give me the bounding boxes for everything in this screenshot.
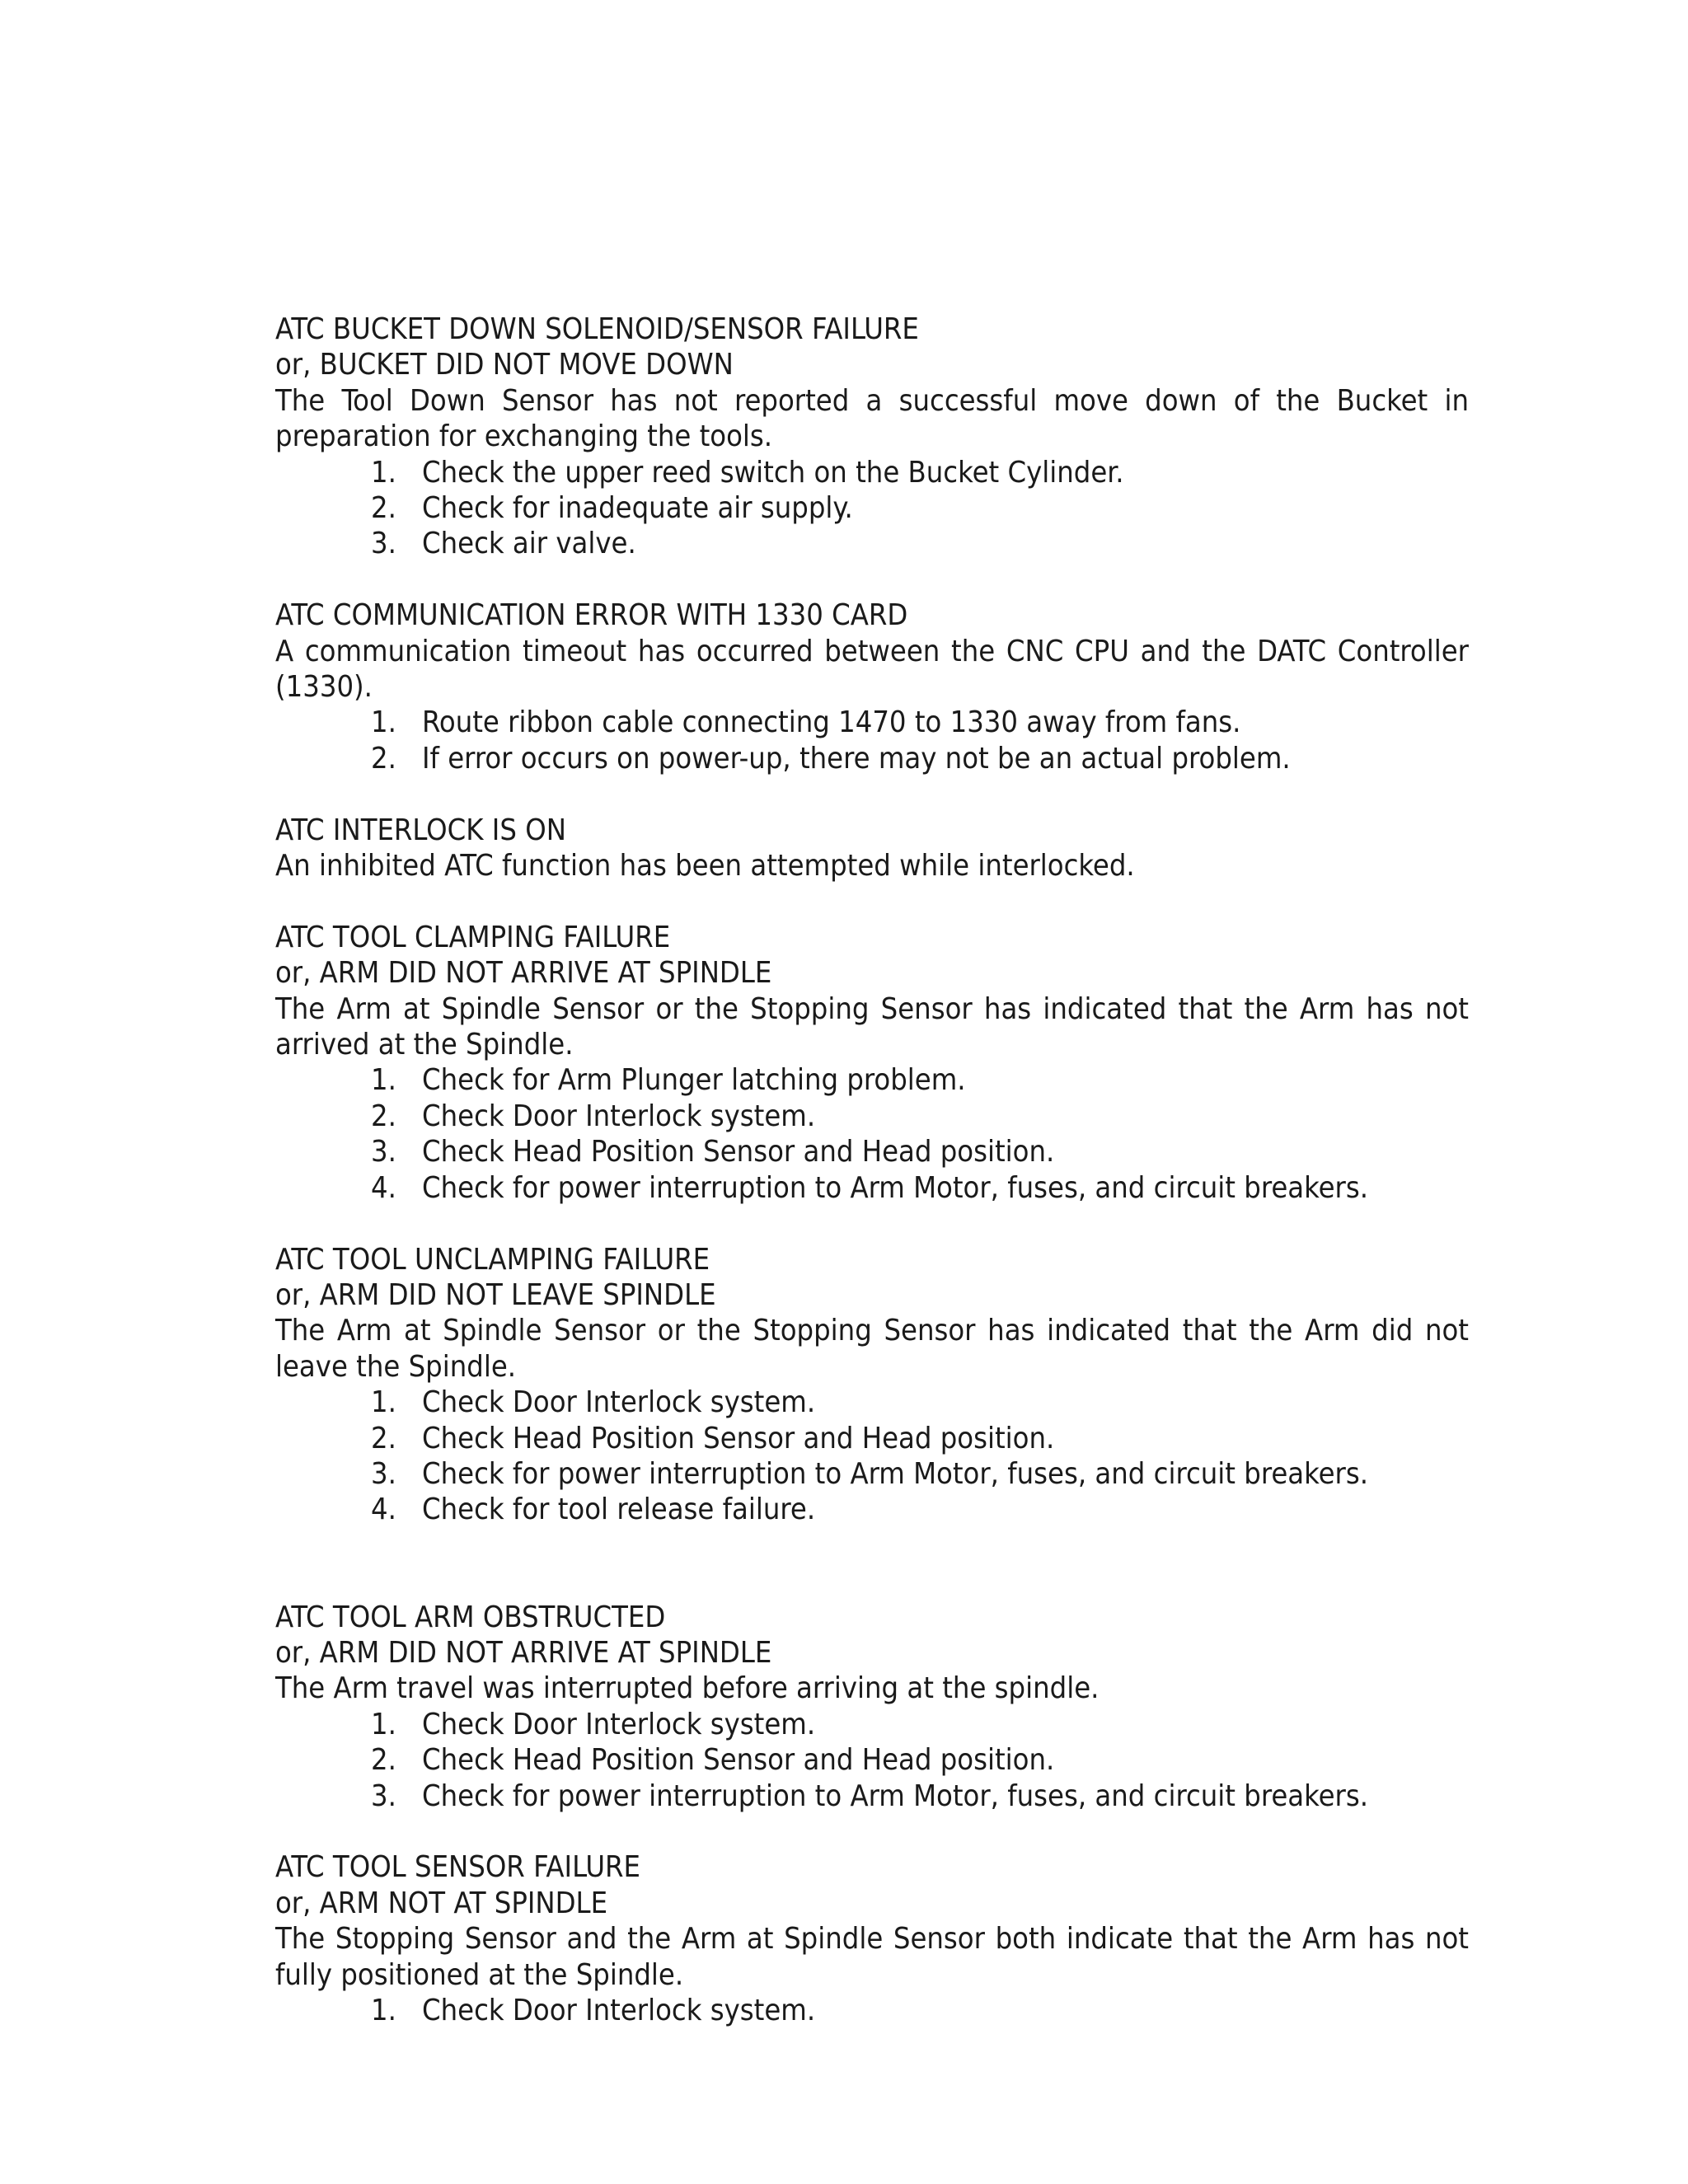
error-description: The Arm travel was interrupted before arriving at the spindle.: [275, 1671, 1100, 1706]
step-list: [275, 705, 1469, 776]
step-list: [275, 1385, 1469, 1528]
error-description: The Arm at Spindle Sensor or the Stopping Sensor has indicated that the Arm did not leave the Spindle.: [275, 1314, 1469, 1384]
step-number: 3.: [371, 1135, 396, 1169]
error-subheading: or, ARM DID NOT ARRIVE AT SPINDLE: [275, 1635, 772, 1670]
document-page: [275, 312, 1469, 2064]
error-subheading: or, ARM NOT AT SPINDLE: [275, 1886, 608, 1920]
step-number: 1.: [371, 1994, 396, 2027]
step-text: Check for tool release failure.: [422, 1493, 816, 1527]
step-item: [275, 490, 1469, 526]
step-text: Check for power interruption to Arm Motor, fuses, and circuit breakers.: [422, 1170, 1369, 1205]
step-item: [275, 1421, 1469, 1456]
step-item: [275, 1779, 1469, 1814]
step-text: Check Head Position Sensor and Head position.: [422, 1743, 1055, 1778]
step-item: [275, 1170, 1469, 1206]
step-number: 3.: [371, 1456, 396, 1491]
step-text: Check for inadequate air supply.: [422, 491, 853, 526]
error-heading: ATC TOOL ARM OBSTRUCTED: [275, 1600, 666, 1634]
error-description: The Arm at Spindle Sensor or the Stopping Sensor has indicated that the Arm has not arrived at the Spindle.: [275, 991, 1469, 1062]
step-text: Route ribbon cable connecting 1470 to 1330 away from fans.: [422, 705, 1241, 740]
step-number: 3.: [371, 527, 396, 561]
step-text: Check Head Position Sensor and Head position.: [422, 1421, 1055, 1455]
error-description: An inhibited ATC function has been attempted while interlocked.: [275, 849, 1135, 883]
step-item: [275, 705, 1469, 740]
step-item: [275, 526, 1469, 561]
step-number: 4.: [371, 1170, 396, 1205]
step-text: Check for Arm Plunger latching problem.: [422, 1063, 966, 1098]
step-item: [275, 1993, 1469, 2028]
step-number: 2.: [371, 741, 396, 776]
step-text: Check the upper reed switch on the Bucket Cylinder.: [422, 455, 1124, 490]
step-number: 2.: [371, 491, 396, 526]
step-item: [275, 1385, 1469, 1420]
step-text: Check for power interruption to Arm Motor, fuses, and circuit breakers.: [422, 1779, 1369, 1813]
step-text: Check Door Interlock system.: [422, 1994, 816, 2027]
error-entry: [275, 1600, 1469, 1814]
error-entry: [275, 312, 1469, 562]
error-subheading: or, ARM DID NOT ARRIVE AT SPINDLE: [275, 956, 772, 991]
step-text: Check air valve.: [422, 527, 636, 561]
step-number: 1.: [371, 1063, 396, 1098]
error-description: The Tool Down Sensor has not reported a successful move down of the Bucket in preparation for exchanging the tools.: [275, 383, 1469, 454]
error-description: A communication timeout has occurred between the CNC CPU and the DATC Controller (1330).: [275, 634, 1469, 705]
step-item: [275, 455, 1469, 490]
error-entry: [275, 598, 1469, 776]
step-number: 1.: [371, 455, 396, 490]
step-number: 1.: [371, 705, 396, 740]
error-heading: ATC INTERLOCK IS ON: [275, 813, 566, 847]
error-entry: [275, 1849, 1469, 2028]
error-description: The Stopping Sensor and the Arm at Spindle Sensor both indicate that the Arm has not fully positioned at the Spindle.: [275, 1922, 1469, 1992]
step-number: 1.: [371, 1385, 396, 1420]
step-item: [275, 1742, 1469, 1778]
step-number: 2.: [371, 1421, 396, 1455]
error-entry: [275, 1242, 1469, 1528]
step-text: Check Door Interlock system.: [422, 1707, 816, 1741]
step-list: [275, 1062, 1469, 1206]
step-text: Check Door Interlock system.: [422, 1385, 816, 1420]
step-item: [275, 1134, 1469, 1169]
step-list: [275, 1993, 1469, 2028]
error-subheading: or, BUCKET DID NOT MOVE DOWN: [275, 348, 734, 382]
step-list: [275, 455, 1469, 562]
step-text: If error occurs on power-up, there may not be an actual problem.: [422, 741, 1291, 776]
step-item: [275, 1062, 1469, 1098]
step-text: Check Door Interlock system.: [422, 1099, 816, 1133]
error-entry: [275, 813, 1469, 884]
step-item: [275, 741, 1469, 776]
step-number: 2.: [371, 1743, 396, 1778]
step-item: [275, 1099, 1469, 1134]
error-heading: ATC TOOL UNCLAMPING FAILURE: [275, 1242, 710, 1277]
step-number: 3.: [371, 1779, 396, 1813]
error-heading: ATC COMMUNICATION ERROR WITH 1330 CARD: [275, 598, 908, 633]
step-number: 2.: [371, 1099, 396, 1133]
error-heading: ATC TOOL CLAMPING FAILURE: [275, 920, 671, 954]
step-item: [275, 1707, 1469, 1742]
error-heading: ATC BUCKET DOWN SOLENOID/SENSOR FAILURE: [275, 312, 919, 346]
step-number: 4.: [371, 1493, 396, 1527]
error-heading: ATC TOOL SENSOR FAILURE: [275, 1850, 641, 1885]
step-text: Check Head Position Sensor and Head position.: [422, 1135, 1055, 1169]
step-item: [275, 1492, 1469, 1527]
step-item: [275, 1456, 1469, 1492]
step-number: 1.: [371, 1707, 396, 1741]
error-entry: [275, 920, 1469, 1206]
step-list: [275, 1707, 1469, 1814]
step-text: Check for power interruption to Arm Motor, fuses, and circuit breakers.: [422, 1456, 1369, 1491]
error-subheading: or, ARM DID NOT LEAVE SPINDLE: [275, 1277, 716, 1312]
